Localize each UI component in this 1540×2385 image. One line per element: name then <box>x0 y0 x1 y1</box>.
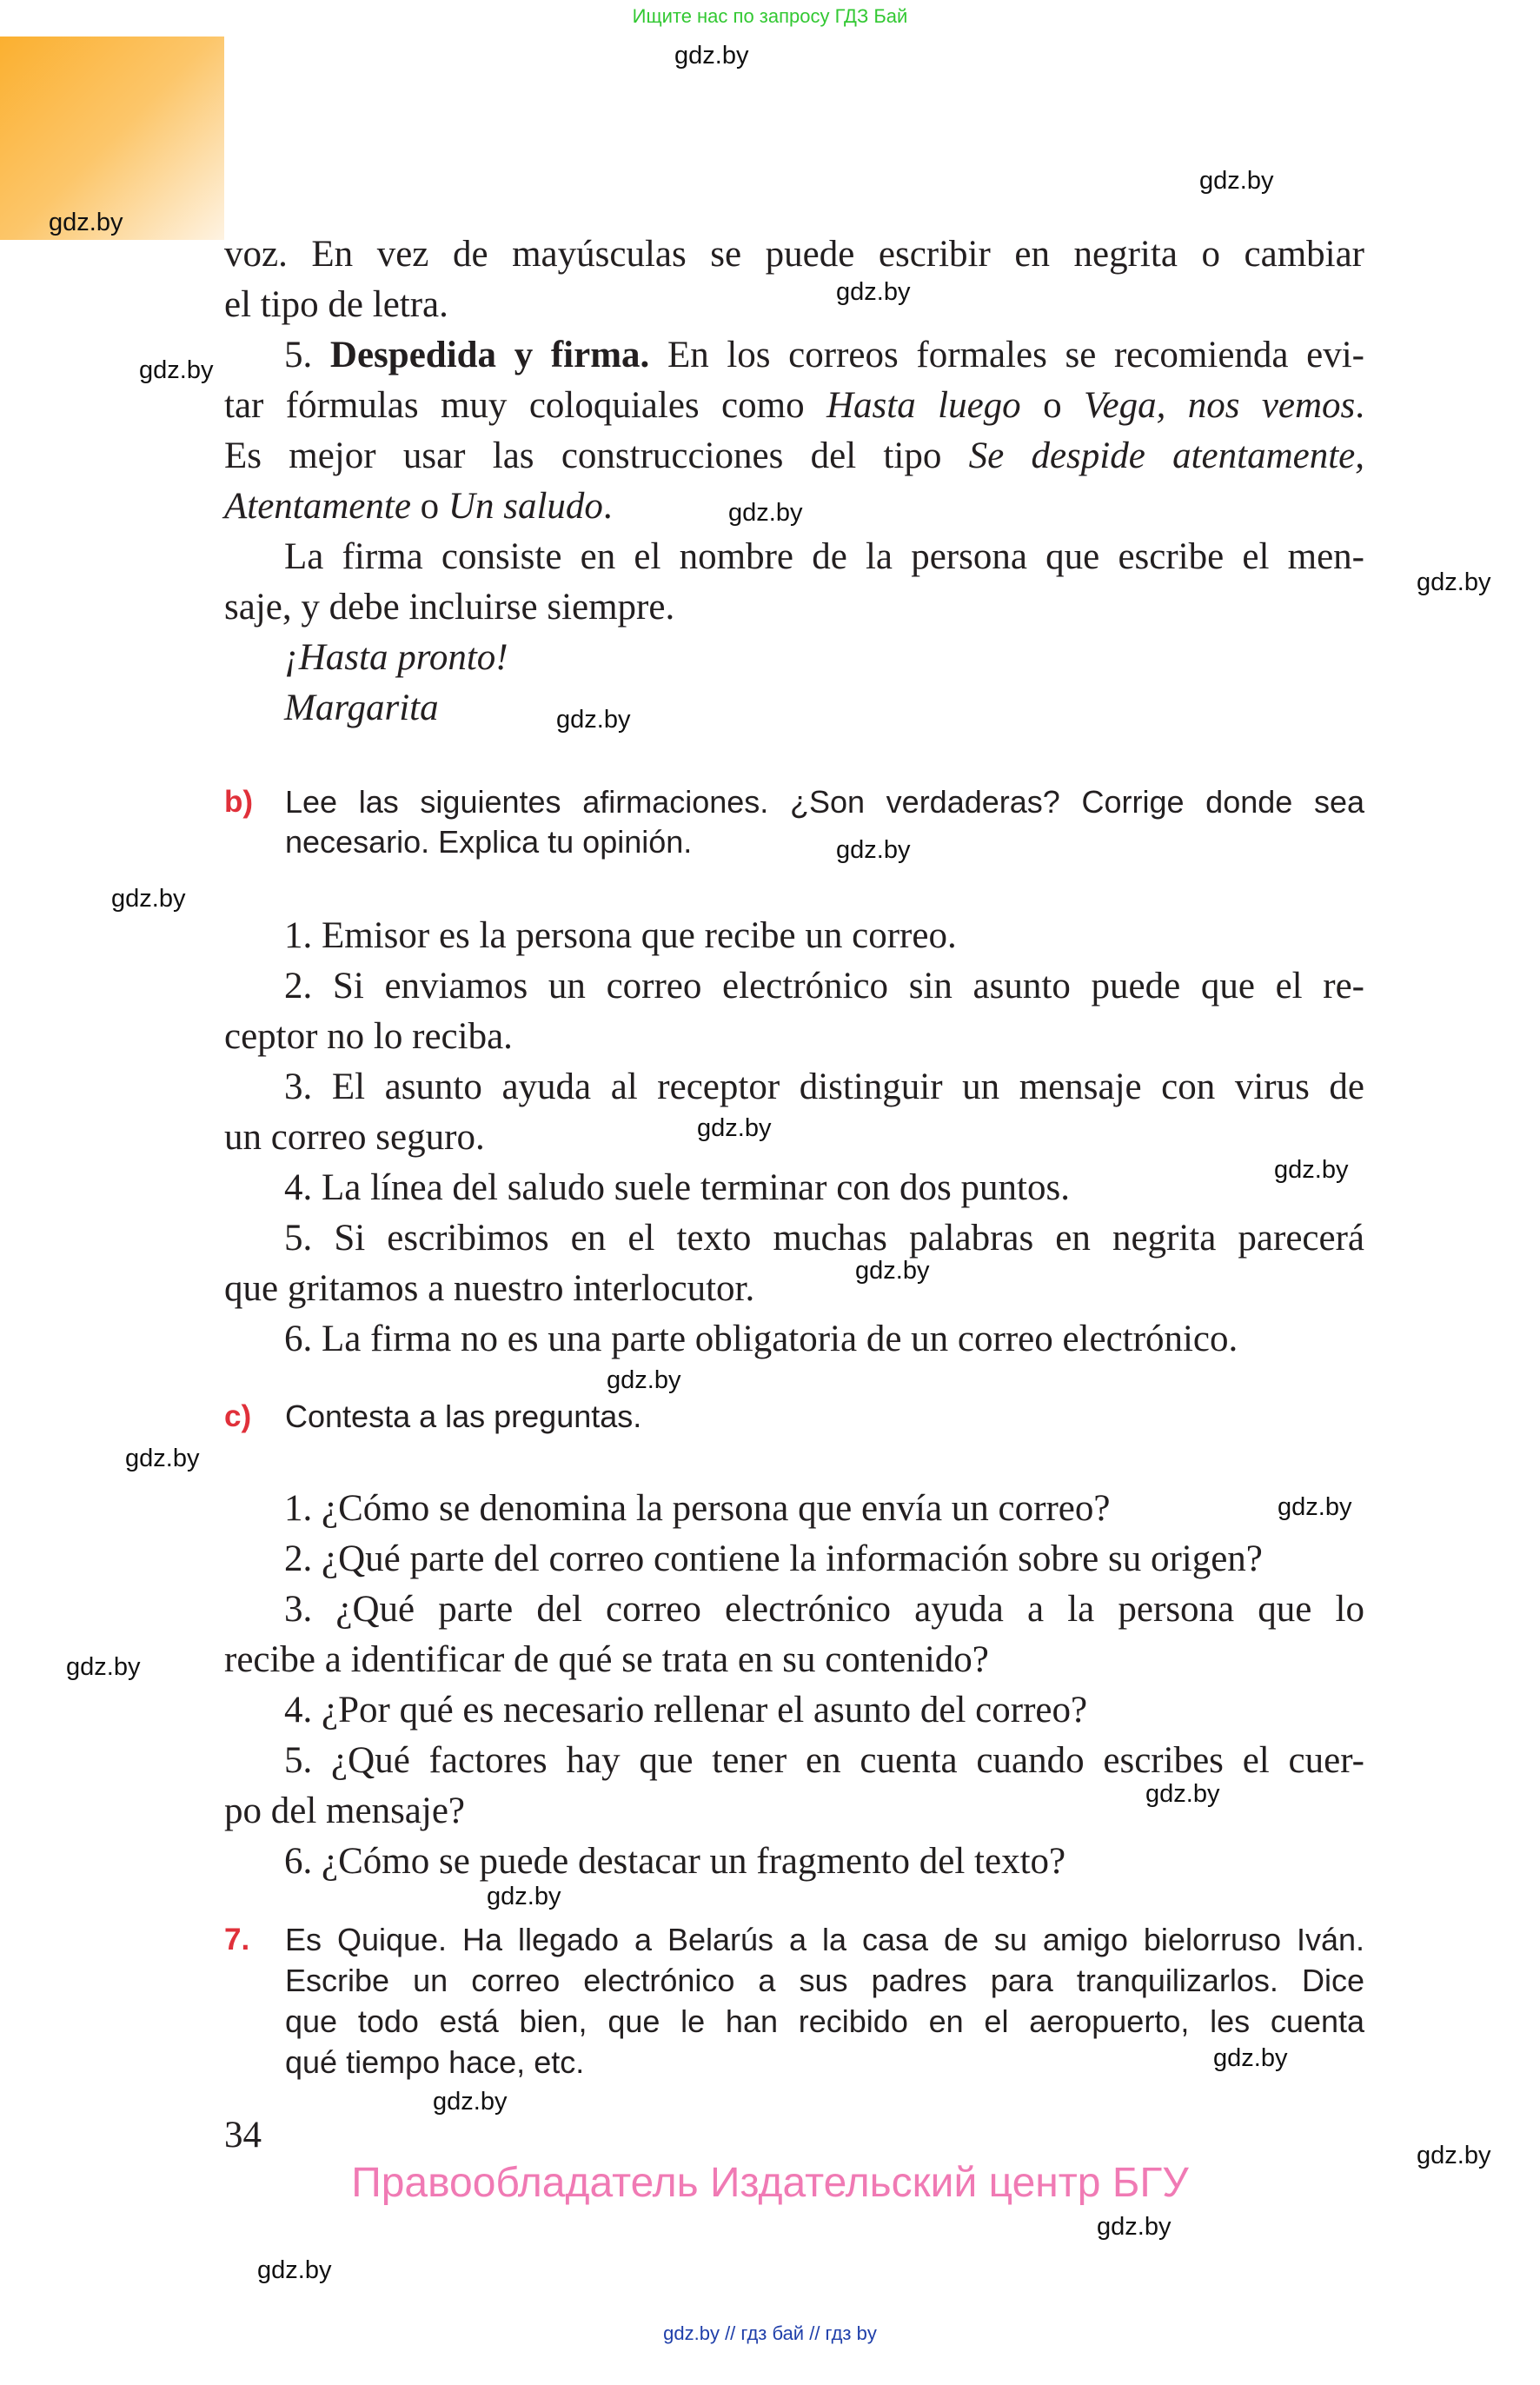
question-1: 1. ¿Cómo se denomina la persona que envía un correo? <box>284 1488 1111 1529</box>
statement-3: 3. El asunto ayuda al receptor distinguir un mensaje con virus de <box>284 1066 1364 1107</box>
text-line: el tipo de letra. <box>224 284 448 325</box>
statement-3-cont: un correo seguro. <box>224 1117 485 1158</box>
statement-6: 6. La firma no es una parte obligatoria de un correo electrónico. <box>284 1319 1238 1359</box>
statement-5-cont: que gritamos a nuestro interlocutor. <box>224 1268 755 1309</box>
page-number: 34 <box>224 2115 262 2156</box>
text-span: o <box>420 486 440 527</box>
italic-phrase: Se despide atentamente, <box>968 435 1365 476</box>
publisher-notice: Правообладатель Издательский центр БГУ <box>351 2160 1189 2206</box>
watermark: gdz.by <box>556 706 631 734</box>
text-line <box>224 482 1364 532</box>
section-b-label: b) <box>224 785 254 819</box>
question-2: 2. ¿Qué parte del correo contiene la información sobre su origen? <box>284 1538 1263 1579</box>
top-banner: Ищите нас по запросу ГДЗ Бай <box>632 5 908 27</box>
p5-heading: Despedida y firma. <box>329 335 650 375</box>
text-line: voz. En vez de mayúsculas se puede escribir en negrita o cambiar <box>224 234 1364 275</box>
watermark: gdz.by <box>1417 2142 1491 2169</box>
watermark: gdz.by <box>49 209 123 236</box>
text-span: o <box>1043 385 1062 426</box>
watermark: gdz.by <box>139 356 214 384</box>
question-6: 6. ¿Cómo se puede destacar un fragmento del texto? <box>284 1841 1066 1882</box>
task-line: que todo está bien, que le han recibido en el aeropuerto, les cuenta <box>285 2003 1364 2039</box>
task-7-label: 7. <box>224 1923 250 1956</box>
watermark: gdz.by <box>433 2088 508 2116</box>
section-c-label: c) <box>224 1399 252 1433</box>
watermark: gdz.by <box>836 836 911 864</box>
p5-number: 5. <box>284 335 313 375</box>
watermark: gdz.by <box>855 1257 930 1285</box>
watermark: gdz.by <box>1145 1780 1220 1808</box>
statement-2: 2. Si enviamos un correo electrónico sin asunto puede que el re- <box>284 966 1364 1006</box>
question-5-cont: po del mensaje? <box>224 1790 466 1831</box>
paragraph-5-line <box>284 330 1364 381</box>
watermark: gdz.by <box>674 42 749 70</box>
instruction-line: Lee las siguientes afirmaciones. ¿Son verdaderas? Corrige donde sea <box>285 784 1364 820</box>
watermark: gdz.by <box>257 2256 332 2284</box>
watermark: gdz.by <box>697 1114 772 1142</box>
p5-text: En los correos formales se recomienda evi- <box>667 335 1364 375</box>
watermark: gdz.by <box>728 499 803 527</box>
statement-2-cont: ceptor no lo reciba. <box>224 1016 513 1057</box>
italic-phrase: Hasta luego <box>826 385 1021 426</box>
watermark: gdz.by <box>1274 1156 1349 1184</box>
instruction-line: necesario. Explica tu opinión. <box>285 824 693 860</box>
question-5: 5. ¿Qué factores hay que tener en cuenta cuando escribes el cuer- <box>284 1740 1364 1781</box>
statement-4: 4. La línea del saludo suele terminar con dos puntos. <box>284 1167 1070 1208</box>
statement-5: 5. Si escribimos en el texto muchas palabras en negrita parecerá <box>284 1218 1364 1259</box>
signature: Margarita <box>284 688 439 728</box>
watermark: gdz.by <box>111 885 186 913</box>
statement-1: 1. Emisor es la persona que recibe un correo. <box>284 915 957 956</box>
task-line: Es Quique. Ha llegado a Belarús a la casa de su amigo bielorruso Iván. <box>285 1922 1364 1957</box>
task-line: qué tiempo hace, etc. <box>285 2044 585 2080</box>
task-line: Escribe un correo electrónico a sus padres para tranquilizarlos. Dice <box>285 1963 1364 1998</box>
italic-phrase: Un saludo <box>448 486 603 527</box>
question-3: 3. ¿Qué parte del correo electrónico ayuda a la persona que lo <box>284 1589 1364 1630</box>
instruction-line: Contesta a las preguntas. <box>285 1398 642 1434</box>
italic-phrase: Atentamente <box>224 486 411 527</box>
watermark: gdz.by <box>487 1883 561 1910</box>
text-line: saje, y debe incluirse siempre. <box>224 587 675 628</box>
watermark: gdz.by <box>1097 2213 1172 2241</box>
question-4: 4. ¿Por qué es necesario rellenar el asunto del correo? <box>284 1690 1088 1731</box>
closing-line: ¡Hasta pronto! <box>284 637 508 678</box>
watermark: gdz.by <box>125 1445 200 1472</box>
text-span: tar fórmulas muy coloquiales como <box>224 385 805 426</box>
italic-phrase: Vega, nos vemos <box>1083 385 1356 426</box>
watermark: gdz.by <box>1213 2044 1288 2072</box>
text-line <box>224 381 1364 431</box>
text-line: La firma consiste en el nombre de la persona que escribe el men- <box>284 536 1364 577</box>
watermark: gdz.by <box>1199 167 1274 195</box>
text-span: . <box>1355 385 1365 426</box>
question-3-cont: recibe a identificar de qué se trata en su contenido? <box>224 1639 989 1680</box>
watermark: gdz.by <box>836 278 911 306</box>
watermark: gdz.by <box>1278 1493 1352 1521</box>
text-line <box>224 431 1364 482</box>
watermark: gdz.by <box>1417 568 1491 596</box>
watermark: gdz.by <box>607 1366 681 1394</box>
watermark: gdz.by <box>66 1653 141 1681</box>
text-span: . <box>602 486 613 527</box>
bottom-banner: gdz.by // гдз бай // гдз by <box>663 2322 877 2344</box>
text-span: Es mejor usar las construcciones del tipo <box>224 435 942 476</box>
